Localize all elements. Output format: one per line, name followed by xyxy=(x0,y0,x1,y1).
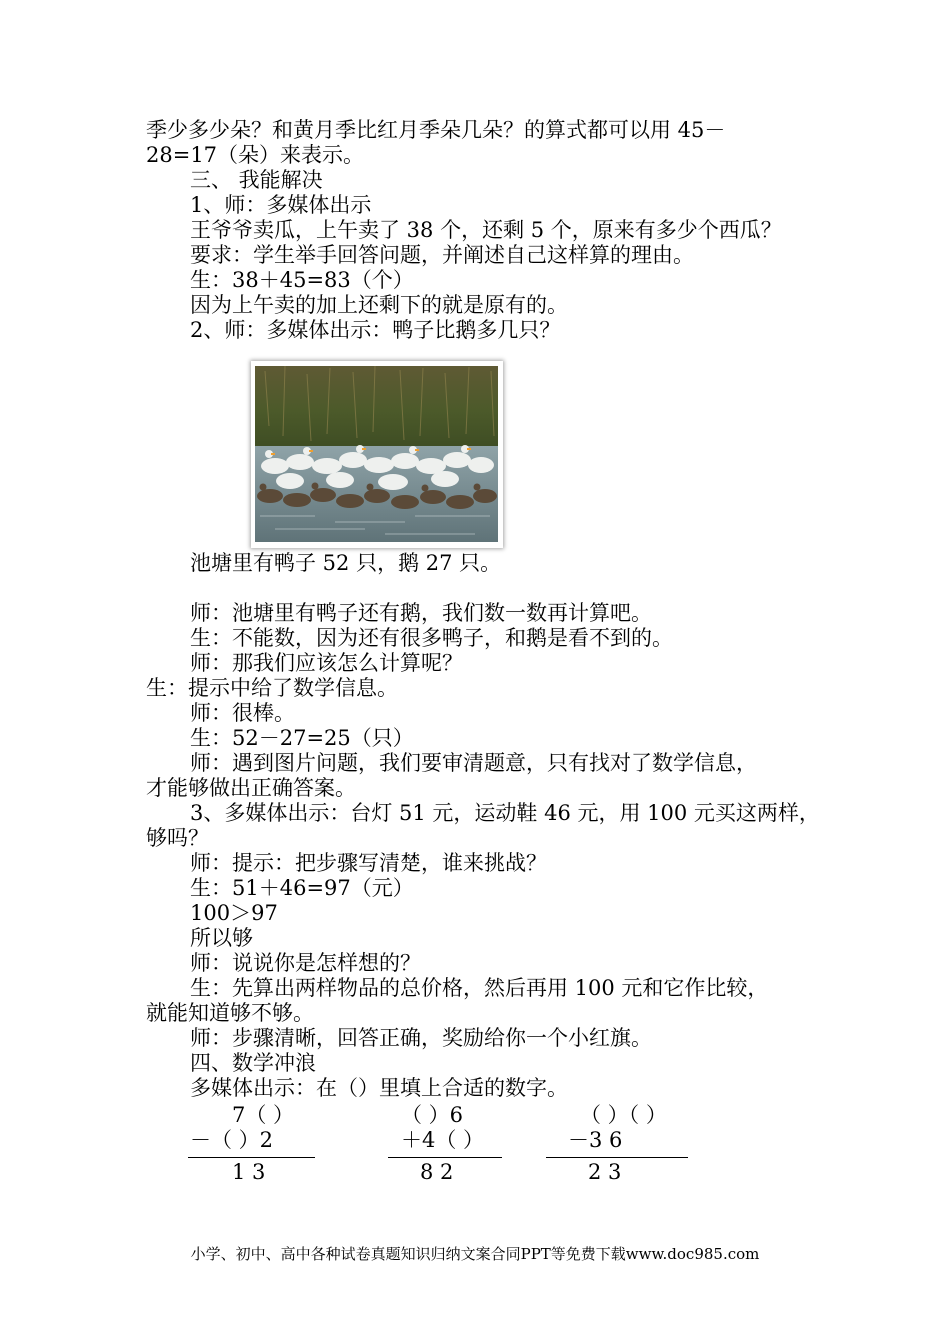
problem-2-top: （ ）6 xyxy=(401,1103,464,1127)
problem-1-middle: －（ ）2 xyxy=(190,1128,274,1152)
problem-1-result: 1 3 xyxy=(232,1160,266,1184)
text-line: 生：38＋45=83（个） xyxy=(190,268,414,292)
text-line: 28=17（朵）来表示。 xyxy=(146,143,365,167)
text-line: 生：不能数，因为还有很多鸭子，和鹅是看不到的。 xyxy=(190,626,673,650)
text-line: 因为上午卖的加上还剩下的就是原有的。 xyxy=(190,293,568,317)
text-line: 池塘里有鸭子 52 只，鹅 27 只。 xyxy=(190,551,502,575)
text-line: 季少多少朵？和黄月季比红月季朵几朵？的算式都可以用 45－ xyxy=(146,118,726,142)
text-line: 100＞97 xyxy=(190,901,278,925)
text-line: 师：池塘里有鸭子还有鹅，我们数一数再计算吧。 xyxy=(190,601,652,625)
text-line: 生：51＋46=97（元） xyxy=(190,876,414,900)
text-line: 师：很棒。 xyxy=(190,701,295,725)
section-heading: 三、 我能解决 xyxy=(190,168,323,192)
text-line: 生：提示中给了数学信息。 xyxy=(146,676,398,700)
text-line: 才能够做出正确答案。 xyxy=(146,776,356,800)
text-line: 师：说说你是怎样想的？ xyxy=(190,951,421,975)
problem-1-top: 7（ ） xyxy=(232,1103,295,1127)
text-line: 2、师：多媒体出示：鸭子比鹅多几只？ xyxy=(190,318,561,342)
text-line: 生：先算出两样物品的总价格，然后再用 100 元和它作比较， xyxy=(190,976,769,1000)
text-line: 生：52－27=25（只） xyxy=(190,726,414,750)
ducks-geese-photo xyxy=(251,361,503,548)
problem-3-top: （ ）（ ） xyxy=(580,1103,667,1127)
text-line: 3、多媒体出示：台灯 51 元，运动鞋 46 元，用 100 元买这两样， xyxy=(190,801,820,825)
section-heading: 四、数学冲浪 xyxy=(190,1051,316,1075)
problem-3-result: 2 3 xyxy=(588,1160,622,1184)
text-line: 师：那我们应该怎么计算呢？ xyxy=(190,651,463,675)
text-line: 师：步骤清晰，回答正确，奖励给你一个小红旗。 xyxy=(190,1026,652,1050)
text-line: 1、师：多媒体出示 xyxy=(190,193,372,217)
problem-3-rule xyxy=(546,1157,688,1158)
problem-3-middle: －3 6 xyxy=(568,1128,623,1152)
problem-1-rule xyxy=(188,1157,315,1158)
page-footer: 小学、初中、高中各种试卷真题知识归纳文案合同PPT等免费下载www.doc985.com xyxy=(190,1245,760,1263)
text-line: 师：遇到图片问题，我们要审清题意，只有找对了数学信息， xyxy=(190,751,757,775)
problem-2-result: 8 2 xyxy=(420,1160,454,1184)
text-line: 多媒体出示：在（）里填上合适的数字。 xyxy=(190,1076,568,1100)
text-line: 要求：学生举手回答问题，并阐述自己这样算的理由。 xyxy=(190,243,694,267)
problem-2-middle: ＋4（ ） xyxy=(401,1128,485,1152)
text-line: 所以够 xyxy=(190,926,253,950)
text-line: 师：提示：把步骤写清楚，谁来挑战？ xyxy=(190,851,547,875)
text-line: 够吗？ xyxy=(146,826,209,850)
text-line: 就能知道够不够。 xyxy=(146,1001,314,1025)
text-line: 王爷爷卖瓜，上午卖了 38 个，还剩 5 个，原来有多少个西瓜？ xyxy=(190,218,782,242)
problem-2-rule xyxy=(388,1157,502,1158)
